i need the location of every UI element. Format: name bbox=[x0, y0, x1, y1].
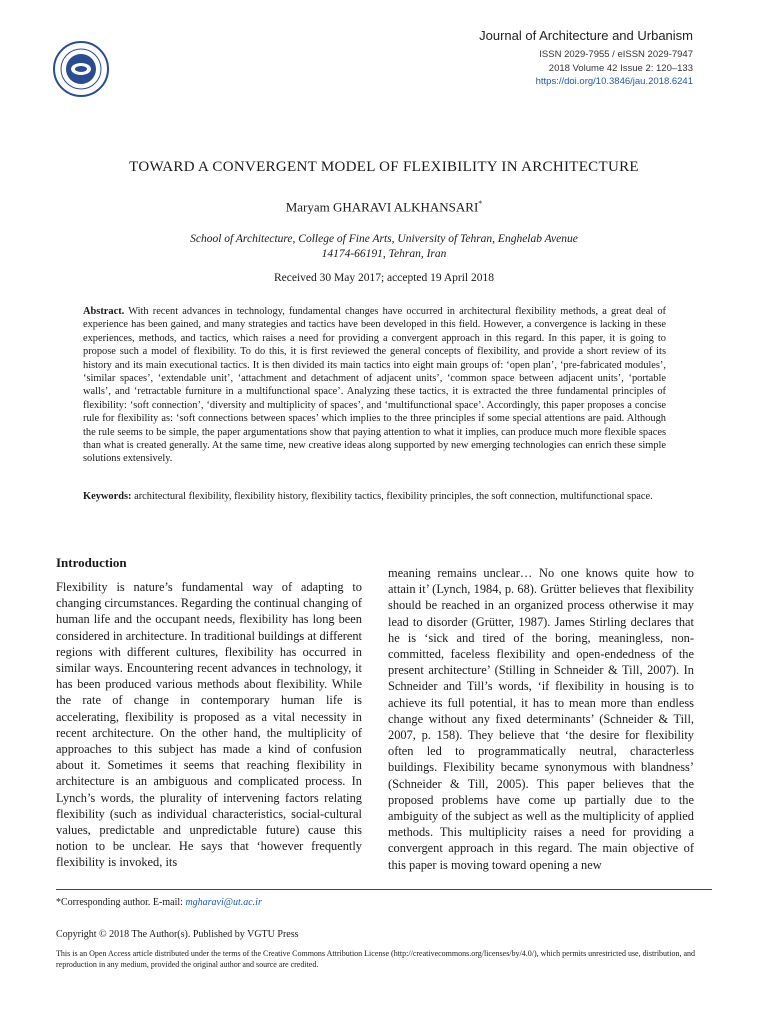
corresponding-author-note bbox=[56, 897, 262, 908]
abstract-text: With recent advances in technology, fundamental changes have occurred in architectural flexibility methods, a great deal of experience has been gained, and many strategies and tactics have been developed in this field. However, a convergence is lacking in these experiences, methods, and tactics, which raises a need for providing a convergent approach in this regard. In this paper, it is going to propose such a model of flexibility. To do this, it is first reviewed the general concepts of flexibility, and provide a short review of its history and its main executional tactics. It is then divided its main tactics into eight main groups of: ‘open plan’, ‘pre-fabricated modules’, ‘similar spaces’, ‘extendable unit’, ‘attachment and detachment of adjacent units’, ‘common space between adjacent units’, ‘portable walls’, and ‘retractable furniture in a multifunctional space’. Analyzing these tactics, it is extracted the three fundamental principles of flexibility: ‘soft connection’, ‘diversity and multiplicity of spaces’, and ‘multifunctional space’. Accordingly, this paper proposes a concise rule for flexibility as: ‘soft connections between spaces’ which implies to the three principles if some special attentions are paid. Although the rule seems to be simple, the paper argumentations show that paying attention to what it implies, can produce much more flexible spaces than what is created generally. At the same time, new creative ideas along supported by new emerging technologies can enrich these simple solutions extensively. bbox=[83, 306, 666, 465]
doi-link[interactable]: https://doi.org/10.3846/jau.2018.6241 bbox=[535, 76, 693, 87]
email-link[interactable]: mgharavi@ut.ac.ir bbox=[185, 897, 262, 908]
keywords bbox=[83, 490, 666, 503]
body-column-right: meaning remains unclear… No one knows quite how to attain it’ (Lynch, 1984, p. 68). Grütter believes that flexibility should be reached in an organized process otherwise it may lead to disorder (Grütter, 1987). James Stirling declares that he is ‘sick and tired of the boring, meaningless, non-committed, faceless flexibility and open-endedness of the present architecture’ (Stilling in Schneider & Till, 2007). In Schneider and Till’s words, ‘if flexibility in housing is to achieve its full potential, it has to mean more than endless change without any fixed determinants’ (Schneider & Till, 2007, p. 158). They believe that ‘the desire for flexibility often led to programmatically neutral, characterless buildings. Flexibility became synonymous with blandness’ (Schneider & Till, 2005). This paper believes that the proposed problems have come up partially due to the ambiguity of the subject as well as the multiplicity of applied methods. This multiplicity raises a need for providing a convergent approach in this regard. The main objective of this paper is moving toward opening a new bbox=[388, 566, 694, 872]
volume-issue: 2018 Volume 42 Issue 2: 120–133 bbox=[548, 62, 693, 74]
author-name-text: Maryam GHARAVI ALKHANSARI bbox=[285, 199, 479, 215]
article-title: TOWARD A CONVERGENT MODEL OF FLEXIBILITY IN ARCHITECTURE bbox=[129, 159, 639, 175]
abstract-label: Abstract. bbox=[83, 306, 125, 317]
copyright-notice: Copyright © 2018 The Author(s). Published by VGTU Press bbox=[56, 929, 299, 940]
corresponding-prefix: *Corresponding author. E-mail: bbox=[56, 897, 186, 908]
footnote-divider bbox=[56, 889, 712, 890]
author-name bbox=[0, 199, 768, 215]
section-heading-introduction: Introduction bbox=[56, 555, 127, 570]
body-column-left: Flexibility is nature’s fundamental way of adapting to changing circumstances. Regarding the continual changing of human life and the occupant needs, flexibility has long been considered in architecture. In traditional buildings at different regions with different cultures, flexibility has occurred in similar ways. Encountering recent advances in technology, it has been produced various methods about flexibility. While the rate of change in contemporary human life is accelerating, flexibility is proposed as a vital necessity in recent architecture. On the other hand, the multiplicity of approaches to this subject has made a kind of confusion about it. Sometimes it seems that reaching flexibility in architecture is an ambiguous and complicated process. In Lynch’s words, the plurality of intervening factors relating flexibility (such as individual characteristics, social-cultural values, predictable and unpredictable future) cause this notion to be unclear. He says that ‘however frequently flexibility is invoked, its bbox=[56, 580, 362, 870]
journal-header bbox=[479, 28, 693, 89]
license-notice: This is an Open Access article distributed under the terms of the Creative Commons Attribution License (http://creativecommons.org/licenses/by/4.0/), which permits unrestricted use, distribution, and reproduction in any medium, provided the original author and source are credited. bbox=[56, 949, 696, 969]
received-dates: Received 30 May 2017; accepted 19 April 2018 bbox=[273, 272, 495, 284]
affiliation-line-1: School of Architecture, College of Fine Arts, University of Tehran, Enghelab Avenue bbox=[190, 233, 578, 245]
affiliation-line-2: 14174-66191, Tehran, Iran bbox=[321, 247, 447, 260]
affiliation bbox=[0, 232, 768, 261]
keywords-text: architectural flexibility, flexibility history, flexibility tactics, flexibility principles, the soft connection, multifunctional space. bbox=[134, 491, 653, 502]
abstract bbox=[83, 305, 666, 466]
author-footnote-mark: * bbox=[478, 199, 483, 208]
issn: ISSN 2029-7955 / eISSN 2029-7947 bbox=[539, 49, 693, 60]
journal-seal-icon bbox=[52, 40, 110, 98]
keywords-label: Keywords: bbox=[83, 491, 132, 502]
journal-name: Journal of Architecture and Urbanism bbox=[479, 28, 693, 43]
